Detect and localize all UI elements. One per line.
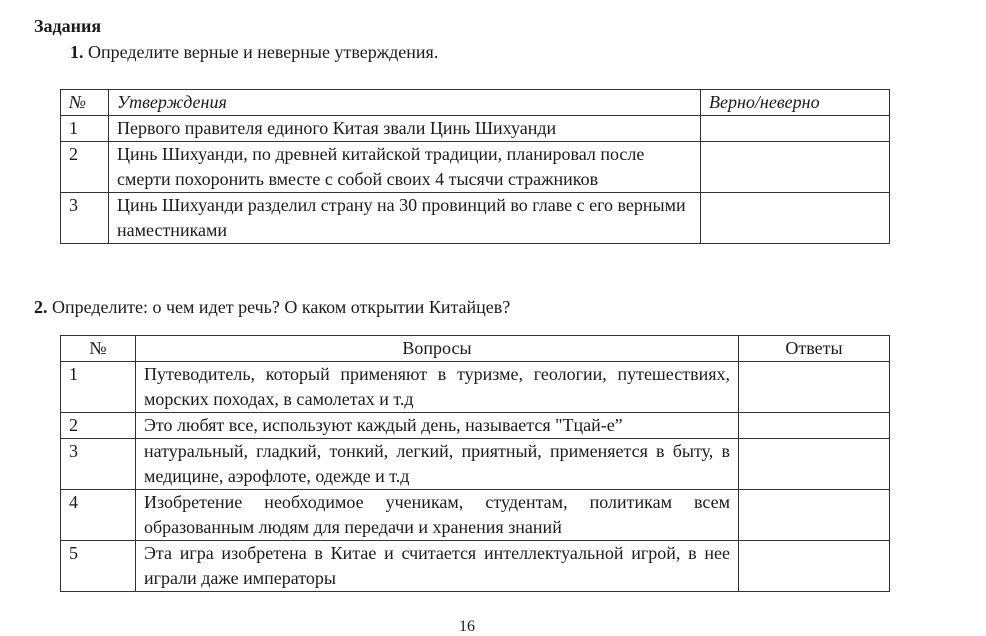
answer-cell[interactable]	[739, 362, 890, 413]
table-row	[61, 413, 890, 439]
row-number: 3	[61, 439, 136, 490]
row-question: Путеводитель, который применяют в туризме, геологии, путешествиях, морских походах, в самолетах и т.д	[136, 362, 739, 413]
task2-text: Определите: о чем идет речь? О каком открытии Китайцев?	[52, 297, 511, 317]
questions-table	[60, 335, 890, 592]
table-row	[61, 439, 890, 490]
section-heading: Задания	[34, 16, 102, 36]
row-number: 2	[61, 413, 136, 439]
header-true-false: Верно/неверно	[701, 90, 890, 116]
task2-number: 2.	[34, 297, 48, 317]
header-answers: Ответы	[739, 336, 890, 362]
row-statement: Первого правителя единого Китая звали Цинь Шихуанди	[109, 116, 701, 142]
answer-cell[interactable]	[701, 193, 890, 244]
page-number: 16	[459, 618, 475, 635]
table-row	[61, 193, 890, 244]
answer-cell[interactable]	[739, 541, 890, 592]
task1-number: 1.	[70, 42, 84, 62]
row-number: 1	[61, 362, 136, 413]
task2-title	[34, 297, 510, 318]
header-questions: Вопросы	[136, 336, 739, 362]
row-question: Изобретение необходимое ученикам, студентам, политикам всем образованным людям для передачи и хранения знаний	[136, 490, 739, 541]
row-number: 4	[61, 490, 136, 541]
answer-cell[interactable]	[701, 116, 890, 142]
table-row	[61, 541, 890, 592]
row-question: натуральный, гладкий, тонкий, легкий, приятный, применяется в быту, в медицине, аэрофлоте, одежде и т.д	[136, 439, 739, 490]
table-row	[61, 142, 890, 193]
table-header-row	[61, 90, 890, 116]
answer-cell[interactable]	[739, 490, 890, 541]
row-number: 5	[61, 541, 136, 592]
task1-title	[70, 42, 438, 63]
table-row	[61, 362, 890, 413]
table-row	[61, 490, 890, 541]
table-row	[61, 116, 890, 142]
statements-table	[60, 89, 890, 244]
row-question: Это любят все, используют каждый день, называется "Тцай-е”	[136, 413, 739, 439]
answer-cell[interactable]	[701, 142, 890, 193]
row-number: 3	[61, 193, 109, 244]
row-number: 2	[61, 142, 109, 193]
row-statement: Цинь Шихуанди, по древней китайской традиции, планировал после смерти похоронить вместе с собой своих 4 тысячи стражников	[109, 142, 701, 193]
header-number: №	[61, 336, 136, 362]
table-header-row	[61, 336, 890, 362]
row-question: Эта игра изобретена в Китае и считается интеллектуальной игрой, в нее играли даже императоры	[136, 541, 739, 592]
row-statement: Цинь Шихуанди разделил страну на 30 провинций во главе с его верными наместниками	[109, 193, 701, 244]
header-statements: Утверждения	[109, 90, 701, 116]
answer-cell[interactable]	[739, 439, 890, 490]
row-number: 1	[61, 116, 109, 142]
header-number: №	[61, 90, 109, 116]
answer-cell[interactable]	[739, 413, 890, 439]
task1-text: Определите верные и неверные утверждения.	[88, 42, 439, 62]
